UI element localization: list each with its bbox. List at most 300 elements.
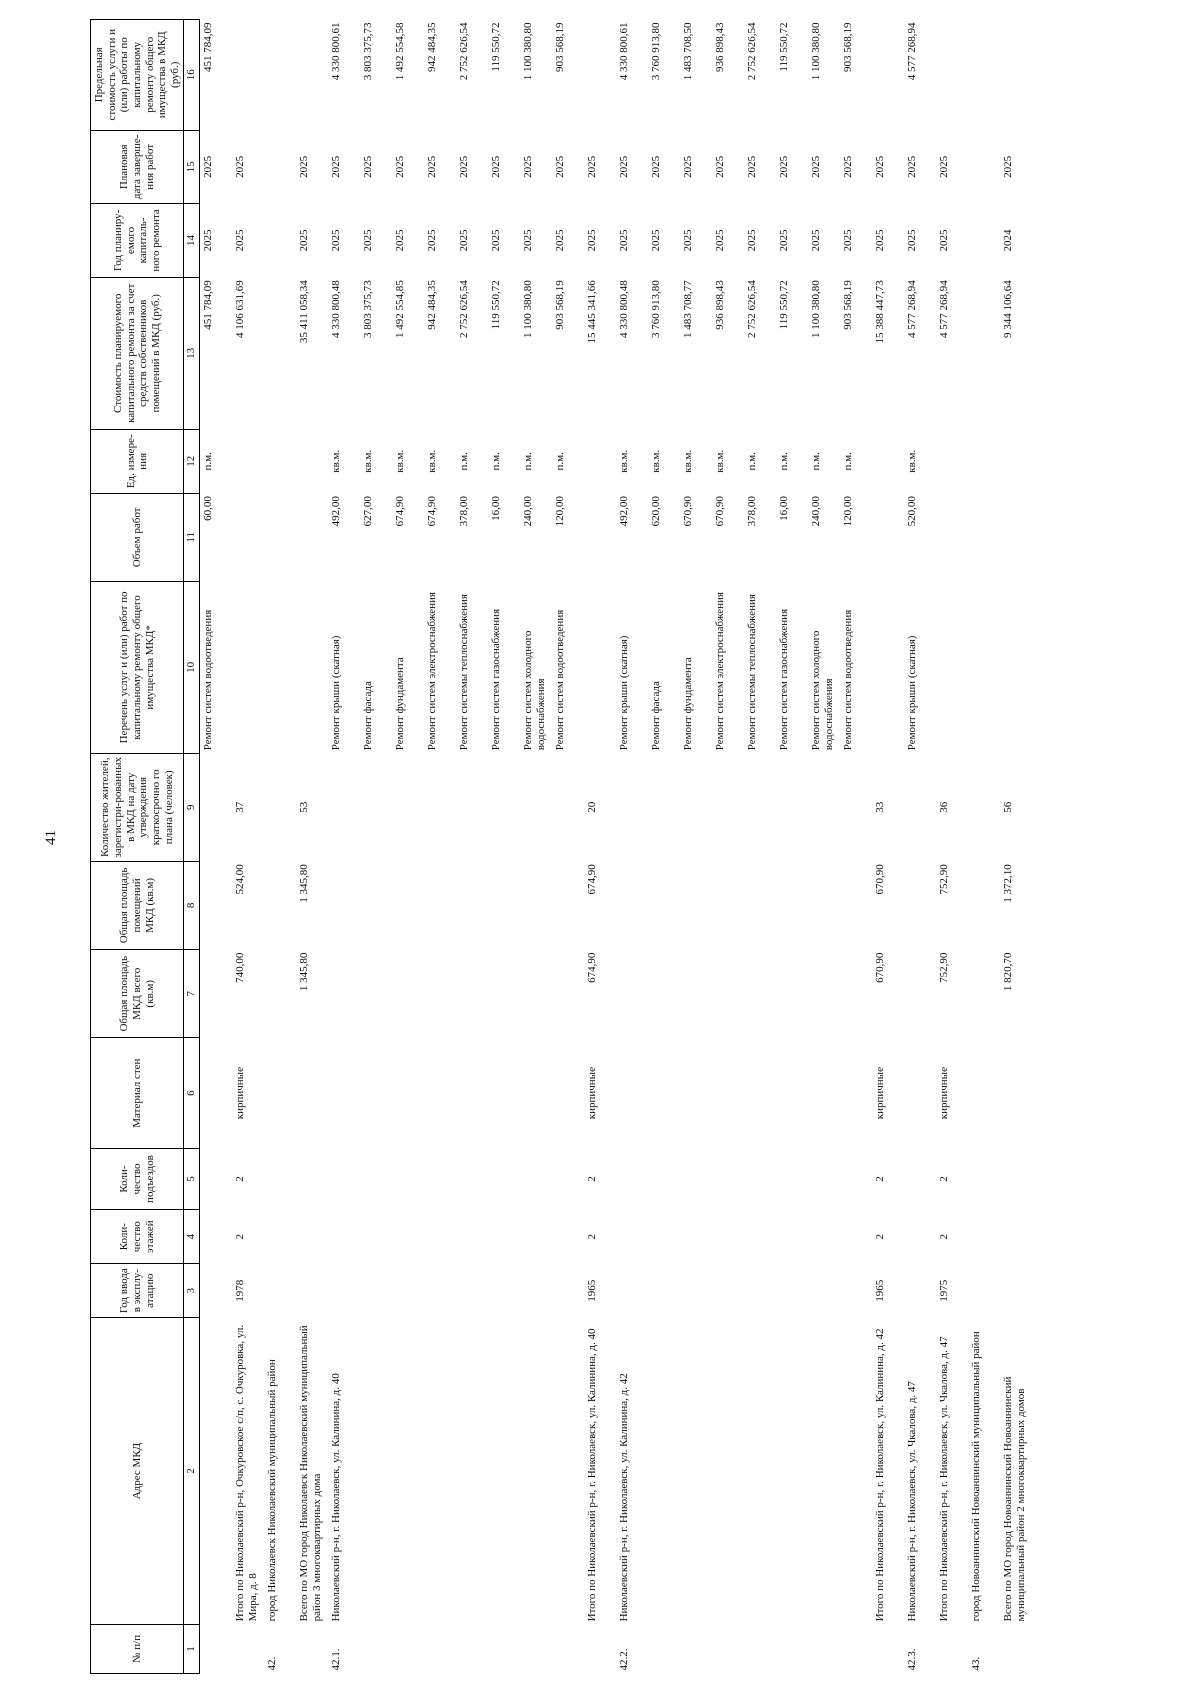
cell-mat — [328, 1038, 360, 1148]
table-row — [456, 20, 488, 1674]
header-col-8: Общая площадь помещений МКД (кв.м) — [91, 861, 184, 949]
cell-pa — [744, 861, 776, 949]
cell-ta — [552, 950, 584, 1038]
cell-ta — [808, 950, 840, 1038]
cell-n — [296, 1624, 328, 1673]
cell-ent — [360, 1148, 392, 1209]
cell-ent: 2 — [874, 1176, 887, 1182]
cell-ent — [616, 1148, 648, 1209]
cell-work: Ремонт систем водоотведения — [202, 609, 215, 751]
cell-end: 2025 — [874, 155, 887, 178]
cell-ta: 740,00 — [234, 952, 247, 983]
cell-vol — [264, 493, 296, 581]
cell-cost: 9 344 106,64 — [1002, 280, 1015, 338]
cell-res: 53 — [298, 801, 311, 813]
cell-end: 2025 — [490, 155, 503, 178]
cell-mat — [808, 1038, 840, 1148]
cell-addr: Николаевский р-н, г. Николаевск, ул. Калинина, д. 42 — [618, 1373, 631, 1622]
cell-ent — [680, 1148, 712, 1209]
cell-vol — [872, 493, 904, 581]
col-number: 9 — [184, 753, 200, 861]
cell-n — [712, 1624, 744, 1673]
cell-res — [552, 753, 584, 861]
cell-ent — [200, 1148, 233, 1209]
cell-addr: Итого по Николаевский р-н, Очкуровское с/п, с. Очкуровка, ул. Мира, д. 8 — [234, 1324, 259, 1622]
cell-y — [808, 1264, 840, 1318]
cell-fl: 2 — [938, 1233, 951, 1240]
cell-unit: п.м. — [458, 452, 471, 471]
cell-end: 2025 — [586, 155, 599, 178]
table-row — [552, 20, 584, 1674]
cell-end — [264, 130, 296, 204]
cell-ta — [360, 950, 392, 1038]
cell-ta: 1 820,70 — [1002, 952, 1015, 992]
cell-work: Ремонт систем холодного водоснабжения — [522, 630, 547, 751]
cell-pa: 670,90 — [874, 864, 887, 895]
cell-mat — [264, 1038, 296, 1148]
col-number: 1 — [184, 1624, 200, 1673]
cell-y — [328, 1264, 360, 1318]
cell-n — [680, 1624, 712, 1673]
cell-ent — [712, 1148, 744, 1209]
cell-res: 36 — [938, 801, 951, 813]
cell-n — [232, 1624, 264, 1673]
cell-lim: 4 330 800,61 — [618, 22, 631, 81]
cell-unit: кв.м. — [394, 449, 407, 473]
cell-pa — [776, 861, 808, 949]
cell-y — [616, 1264, 648, 1318]
col-number: 4 — [184, 1210, 200, 1264]
table-row — [360, 20, 392, 1674]
cell-yr — [264, 204, 296, 278]
cell-n — [360, 1624, 392, 1673]
cell-mat — [360, 1038, 392, 1148]
cell-work: Ремонт системы теплоснабжения — [746, 594, 759, 751]
cell-fl — [328, 1210, 360, 1264]
cell-yr: 2025 — [938, 229, 951, 252]
cell-pa — [392, 861, 424, 949]
cell-yr: 2025 — [330, 229, 343, 252]
cell-ta — [456, 950, 488, 1038]
cell-n — [840, 1624, 872, 1673]
cell-lim: 936 898,43 — [714, 22, 727, 72]
cell-fl — [776, 1210, 808, 1264]
cell-ent — [392, 1148, 424, 1209]
cell-cost: 3 760 913,80 — [650, 280, 663, 338]
table-row — [904, 20, 936, 1674]
table-row — [712, 20, 744, 1674]
cell-pa: 752,90 — [938, 864, 951, 895]
cell-addr — [392, 1318, 424, 1625]
cell-fl — [808, 1210, 840, 1264]
header-col-5: Коли-чество подъездов — [91, 1148, 184, 1209]
table-row — [840, 20, 872, 1674]
cell-y — [744, 1264, 776, 1318]
cell-n: 42.3. — [906, 1648, 919, 1671]
cell-mat — [520, 1038, 552, 1148]
cell-yr: 2025 — [394, 229, 407, 252]
cell-ent — [456, 1148, 488, 1209]
header-col-16: Предельная стоимость услуги и (или) работы по капитальному ремонту общего имущества в МКД (руб.) — [91, 20, 184, 131]
cell-unit: кв.м. — [426, 449, 439, 473]
cell-ent — [648, 1148, 680, 1209]
cell-unit: п.м. — [778, 452, 791, 471]
cell-pa — [616, 861, 648, 949]
cell-addr — [520, 1318, 552, 1625]
cell-ta — [200, 950, 233, 1038]
cell-yr: 2025 — [522, 229, 535, 252]
cell-res — [264, 753, 296, 861]
cell-ta — [392, 950, 424, 1038]
cell-cost — [968, 277, 1000, 429]
cell-pa — [328, 861, 360, 949]
cell-n — [200, 1624, 233, 1673]
cell-work: Ремонт фундамента — [682, 657, 695, 751]
cell-lim — [584, 20, 616, 131]
cell-end: 2025 — [714, 155, 727, 178]
cell-cost: 119 550,72 — [490, 280, 503, 330]
cell-ent — [904, 1148, 936, 1209]
cell-end: 2025 — [618, 155, 631, 178]
cell-unit: кв.м. — [650, 449, 663, 473]
table-row — [296, 20, 328, 1674]
cell-n — [1000, 1624, 1032, 1673]
cell-cost: 2 752 626,54 — [458, 280, 471, 338]
cell-res — [488, 753, 520, 861]
cell-ent — [1000, 1148, 1032, 1209]
cell-pa — [904, 861, 936, 949]
cell-cost: 119 550,72 — [778, 280, 791, 330]
cell-end: 2025 — [554, 155, 567, 178]
cell-end: 2025 — [298, 155, 311, 178]
cell-mat — [616, 1038, 648, 1148]
table-row — [488, 20, 520, 1674]
cell-work — [232, 582, 264, 754]
cell-unit: п.м. — [202, 452, 215, 471]
header-col-7: Общая площадь МКД всего (кв.м) — [91, 950, 184, 1038]
cell-ta: 752,90 — [938, 952, 951, 983]
cell-fl — [360, 1210, 392, 1264]
repair-plan-table — [90, 19, 1032, 1674]
header-col-10: Перечень услуг и (или) работ по капитальному ремонту общего имущества МКД* — [91, 582, 184, 754]
cell-yr: 2025 — [234, 229, 247, 252]
cell-vol: 240,00 — [522, 496, 535, 527]
cell-cost: 4 106 631,69 — [234, 280, 247, 338]
cell-lim — [968, 20, 1000, 131]
cell-lim: 1 492 554,58 — [394, 22, 407, 81]
cell-yr: 2025 — [746, 229, 759, 252]
cell-y — [200, 1264, 233, 1318]
cell-cost: 15 445 341,66 — [586, 280, 599, 344]
cell-end: 2025 — [778, 155, 791, 178]
cell-pa — [200, 861, 233, 949]
cell-y: 1975 — [938, 1279, 951, 1302]
cell-lim: 119 550,72 — [490, 22, 503, 72]
cell-ent — [776, 1148, 808, 1209]
cell-res: 20 — [586, 801, 599, 813]
cell-work — [872, 582, 904, 754]
cell-cost: 4 330 800,48 — [618, 280, 631, 338]
col-number: 12 — [184, 429, 200, 493]
table-row — [776, 20, 808, 1674]
cell-vol: 120,00 — [554, 496, 567, 527]
cell-fl — [840, 1210, 872, 1264]
cell-work: Ремонт систем электроснабжения — [426, 592, 439, 751]
cell-yr: 2025 — [778, 229, 791, 252]
cell-lim: 1 100 380,80 — [810, 22, 823, 81]
col-number: 8 — [184, 861, 200, 949]
cell-lim: 942 484,35 — [426, 22, 439, 72]
cell-work: Ремонт систем газоснабжения — [490, 608, 503, 751]
cell-pa — [360, 861, 392, 949]
cell-cost — [264, 277, 296, 429]
table-body — [200, 20, 1033, 1674]
cell-res — [456, 753, 488, 861]
table-row — [936, 20, 968, 1674]
cell-res — [616, 753, 648, 861]
cell-vol: 16,00 — [490, 496, 503, 521]
cell-yr: 2025 — [362, 229, 375, 252]
header-col-3: Год ввода в эксплу-атацию — [91, 1264, 184, 1318]
cell-y: 1965 — [874, 1279, 887, 1302]
cell-y: 1965 — [586, 1279, 599, 1302]
cell-fl — [296, 1210, 328, 1264]
cell-n: 42.2. — [618, 1648, 631, 1671]
cell-cost: 2 752 626,54 — [746, 280, 759, 338]
cell-y — [712, 1264, 744, 1318]
table-row — [200, 20, 233, 1674]
cell-n: 42.1. — [330, 1648, 343, 1671]
cell-vol: 16,00 — [778, 496, 791, 521]
cell-end: 2025 — [682, 155, 695, 178]
cell-ta: 670,90 — [874, 952, 887, 983]
cell-lim: 4 577 268,94 — [906, 22, 919, 81]
cell-fl — [552, 1210, 584, 1264]
cell-work — [296, 582, 328, 754]
cell-ent — [808, 1148, 840, 1209]
cell-ta — [776, 950, 808, 1038]
cell-ent: 2 — [586, 1176, 599, 1182]
cell-lim — [296, 20, 328, 131]
cell-ta — [328, 950, 360, 1038]
cell-pa — [264, 861, 296, 949]
cell-unit: кв.м. — [618, 449, 631, 473]
cell-lim — [232, 20, 264, 131]
cell-work: Ремонт крыши (скатная) — [618, 635, 631, 751]
cell-mat — [776, 1038, 808, 1148]
cell-vol — [1000, 493, 1032, 581]
cell-yr: 2025 — [554, 229, 567, 252]
col-number: 14 — [184, 204, 200, 278]
cell-end: 2025 — [842, 155, 855, 178]
cell-ta — [904, 950, 936, 1038]
cell-lim: 3 803 375,73 — [362, 22, 375, 81]
cell-y — [488, 1264, 520, 1318]
cell-end: 2025 — [906, 155, 919, 178]
cell-n — [424, 1624, 456, 1673]
cell-mat — [712, 1038, 744, 1148]
cell-lim: 1 100 380,80 — [522, 22, 535, 81]
cell-fl — [392, 1210, 424, 1264]
cell-res — [744, 753, 776, 861]
cell-yr: 2025 — [490, 229, 503, 252]
cell-unit: п.м. — [490, 452, 503, 471]
cell-addr: Николаевский р-н, г. Николаевск, ул. Калинина, д. 40 — [330, 1373, 343, 1622]
col-number: 5 — [184, 1148, 200, 1209]
cell-ent — [552, 1148, 584, 1209]
cell-addr — [488, 1318, 520, 1625]
cell-yr: 2025 — [906, 229, 919, 252]
cell-n — [808, 1624, 840, 1673]
cell-yr: 2025 — [458, 229, 471, 252]
cell-mat — [1000, 1038, 1032, 1148]
cell-y — [552, 1264, 584, 1318]
table-row — [872, 20, 904, 1674]
page-number: 41 — [43, 830, 59, 845]
cell-pa — [552, 861, 584, 949]
cell-ent: 2 — [938, 1176, 951, 1182]
cell-n — [552, 1624, 584, 1673]
cell-addr: Всего по МО город Николаевск Николаевский муниципальный район 3 многоквартирных дома — [298, 1325, 323, 1622]
cell-yr: 2025 — [650, 229, 663, 252]
cell-mat — [200, 1038, 233, 1148]
cell-mat: кирпичные — [938, 1067, 951, 1120]
cell-end: 2025 — [234, 155, 247, 178]
cell-ent — [520, 1148, 552, 1209]
cell-vol: 60,00 — [202, 496, 215, 521]
cell-fl — [520, 1210, 552, 1264]
cell-vol: 378,00 — [746, 496, 759, 527]
cell-n — [456, 1624, 488, 1673]
cell-ta: 674,90 — [586, 952, 599, 983]
cell-ta — [264, 950, 296, 1038]
cell-res — [712, 753, 744, 861]
cell-work — [936, 582, 968, 754]
cell-yr: 2025 — [874, 229, 887, 252]
cell-yr: 2024 — [1002, 229, 1015, 252]
cell-addr: Итого по Николаевский р-н, г. Николаевск, ул. Калинина, д. 42 — [874, 1328, 887, 1622]
cell-addr — [552, 1318, 584, 1625]
cell-cost: 1 100 380,80 — [810, 280, 823, 338]
table-row — [328, 20, 360, 1674]
cell-addr — [840, 1318, 872, 1625]
table-row — [1000, 20, 1032, 1674]
cell-fl — [712, 1210, 744, 1264]
cell-fl: 2 — [234, 1233, 247, 1240]
cell-mat — [840, 1038, 872, 1148]
cell-vol: 240,00 — [810, 496, 823, 527]
cell-ta — [744, 950, 776, 1038]
col-number: 2 — [184, 1318, 200, 1625]
table-row — [680, 20, 712, 1674]
cell-y — [392, 1264, 424, 1318]
cell-addr: Всего по МО город Новоаннинский Новоаннинский муниципальный район 2 многоквартирных домов — [1002, 1376, 1027, 1622]
cell-vol: 378,00 — [458, 496, 471, 527]
header-col-11: Объем работ — [91, 493, 184, 581]
cell-cost: 35 411 058,34 — [298, 280, 311, 344]
cell-y — [296, 1264, 328, 1318]
cell-y — [456, 1264, 488, 1318]
cell-ta — [968, 950, 1000, 1038]
cell-y: 1978 — [234, 1279, 247, 1302]
cell-pa: 1 372,10 — [1002, 864, 1015, 903]
cell-addr — [776, 1318, 808, 1625]
cell-fl — [904, 1210, 936, 1264]
cell-res — [840, 753, 872, 861]
cell-cost: 451 784,09 — [202, 280, 215, 330]
column-number-row — [184, 20, 200, 1674]
cell-mat — [744, 1038, 776, 1148]
col-number: 16 — [184, 20, 200, 131]
cell-cost: 903 568,19 — [554, 280, 567, 330]
cell-ta — [648, 950, 680, 1038]
cell-mat: кирпичные — [586, 1067, 599, 1120]
cell-ta — [616, 950, 648, 1038]
cell-end: 2025 — [746, 155, 759, 178]
cell-vol — [296, 493, 328, 581]
cell-addr — [680, 1318, 712, 1625]
cell-yr: 2025 — [298, 229, 311, 252]
cell-n — [648, 1624, 680, 1673]
col-number: 11 — [184, 493, 200, 581]
cell-fl — [264, 1210, 296, 1264]
cell-unit: кв.м. — [362, 449, 375, 473]
cell-end: 2025 — [938, 155, 951, 178]
cell-unit: п.м. — [746, 452, 759, 471]
cell-pa: 524,00 — [234, 864, 247, 895]
cell-ta — [712, 950, 744, 1038]
cell-mat — [904, 1038, 936, 1148]
cell-work: Ремонт системы теплоснабжения — [458, 594, 471, 751]
cell-work — [264, 582, 296, 754]
cell-res — [776, 753, 808, 861]
cell-addr — [200, 1318, 233, 1625]
table-row — [232, 20, 264, 1674]
cell-end: 2025 — [362, 155, 375, 178]
cell-pa — [968, 861, 1000, 949]
cell-mat — [648, 1038, 680, 1148]
cell-n — [872, 1624, 904, 1673]
cell-end: 2025 — [426, 155, 439, 178]
table-row — [520, 20, 552, 1674]
cell-addr — [744, 1318, 776, 1625]
cell-ent — [328, 1148, 360, 1209]
cell-unit: кв.м. — [714, 449, 727, 473]
table-row — [616, 20, 648, 1674]
cell-y — [264, 1264, 296, 1318]
cell-mat — [424, 1038, 456, 1148]
cell-res — [520, 753, 552, 861]
col-number: 6 — [184, 1038, 200, 1148]
cell-res — [200, 753, 233, 861]
cell-addr: Итого по Николаевский р-н, г. Николаевск, ул. Чкалова, д. 47 — [938, 1336, 951, 1622]
cell-fl — [680, 1210, 712, 1264]
cell-work: Ремонт крыши (скатная) — [330, 635, 343, 751]
table-wrapper — [90, 19, 1032, 1674]
cell-cost: 942 484,35 — [426, 280, 439, 330]
cell-n — [488, 1624, 520, 1673]
cell-y — [360, 1264, 392, 1318]
header-col-15: Плановая дата заверше-ния работ — [91, 130, 184, 204]
cell-unit: кв.м. — [330, 449, 343, 473]
cell-cost: 4 577 268,94 — [906, 280, 919, 338]
cell-fl — [744, 1210, 776, 1264]
cell-lim: 2 752 626,54 — [458, 22, 471, 81]
cell-mat — [680, 1038, 712, 1148]
cell-pa — [520, 861, 552, 949]
cell-cost: 3 803 375,73 — [362, 280, 375, 338]
cell-vol: 620,00 — [650, 496, 663, 527]
